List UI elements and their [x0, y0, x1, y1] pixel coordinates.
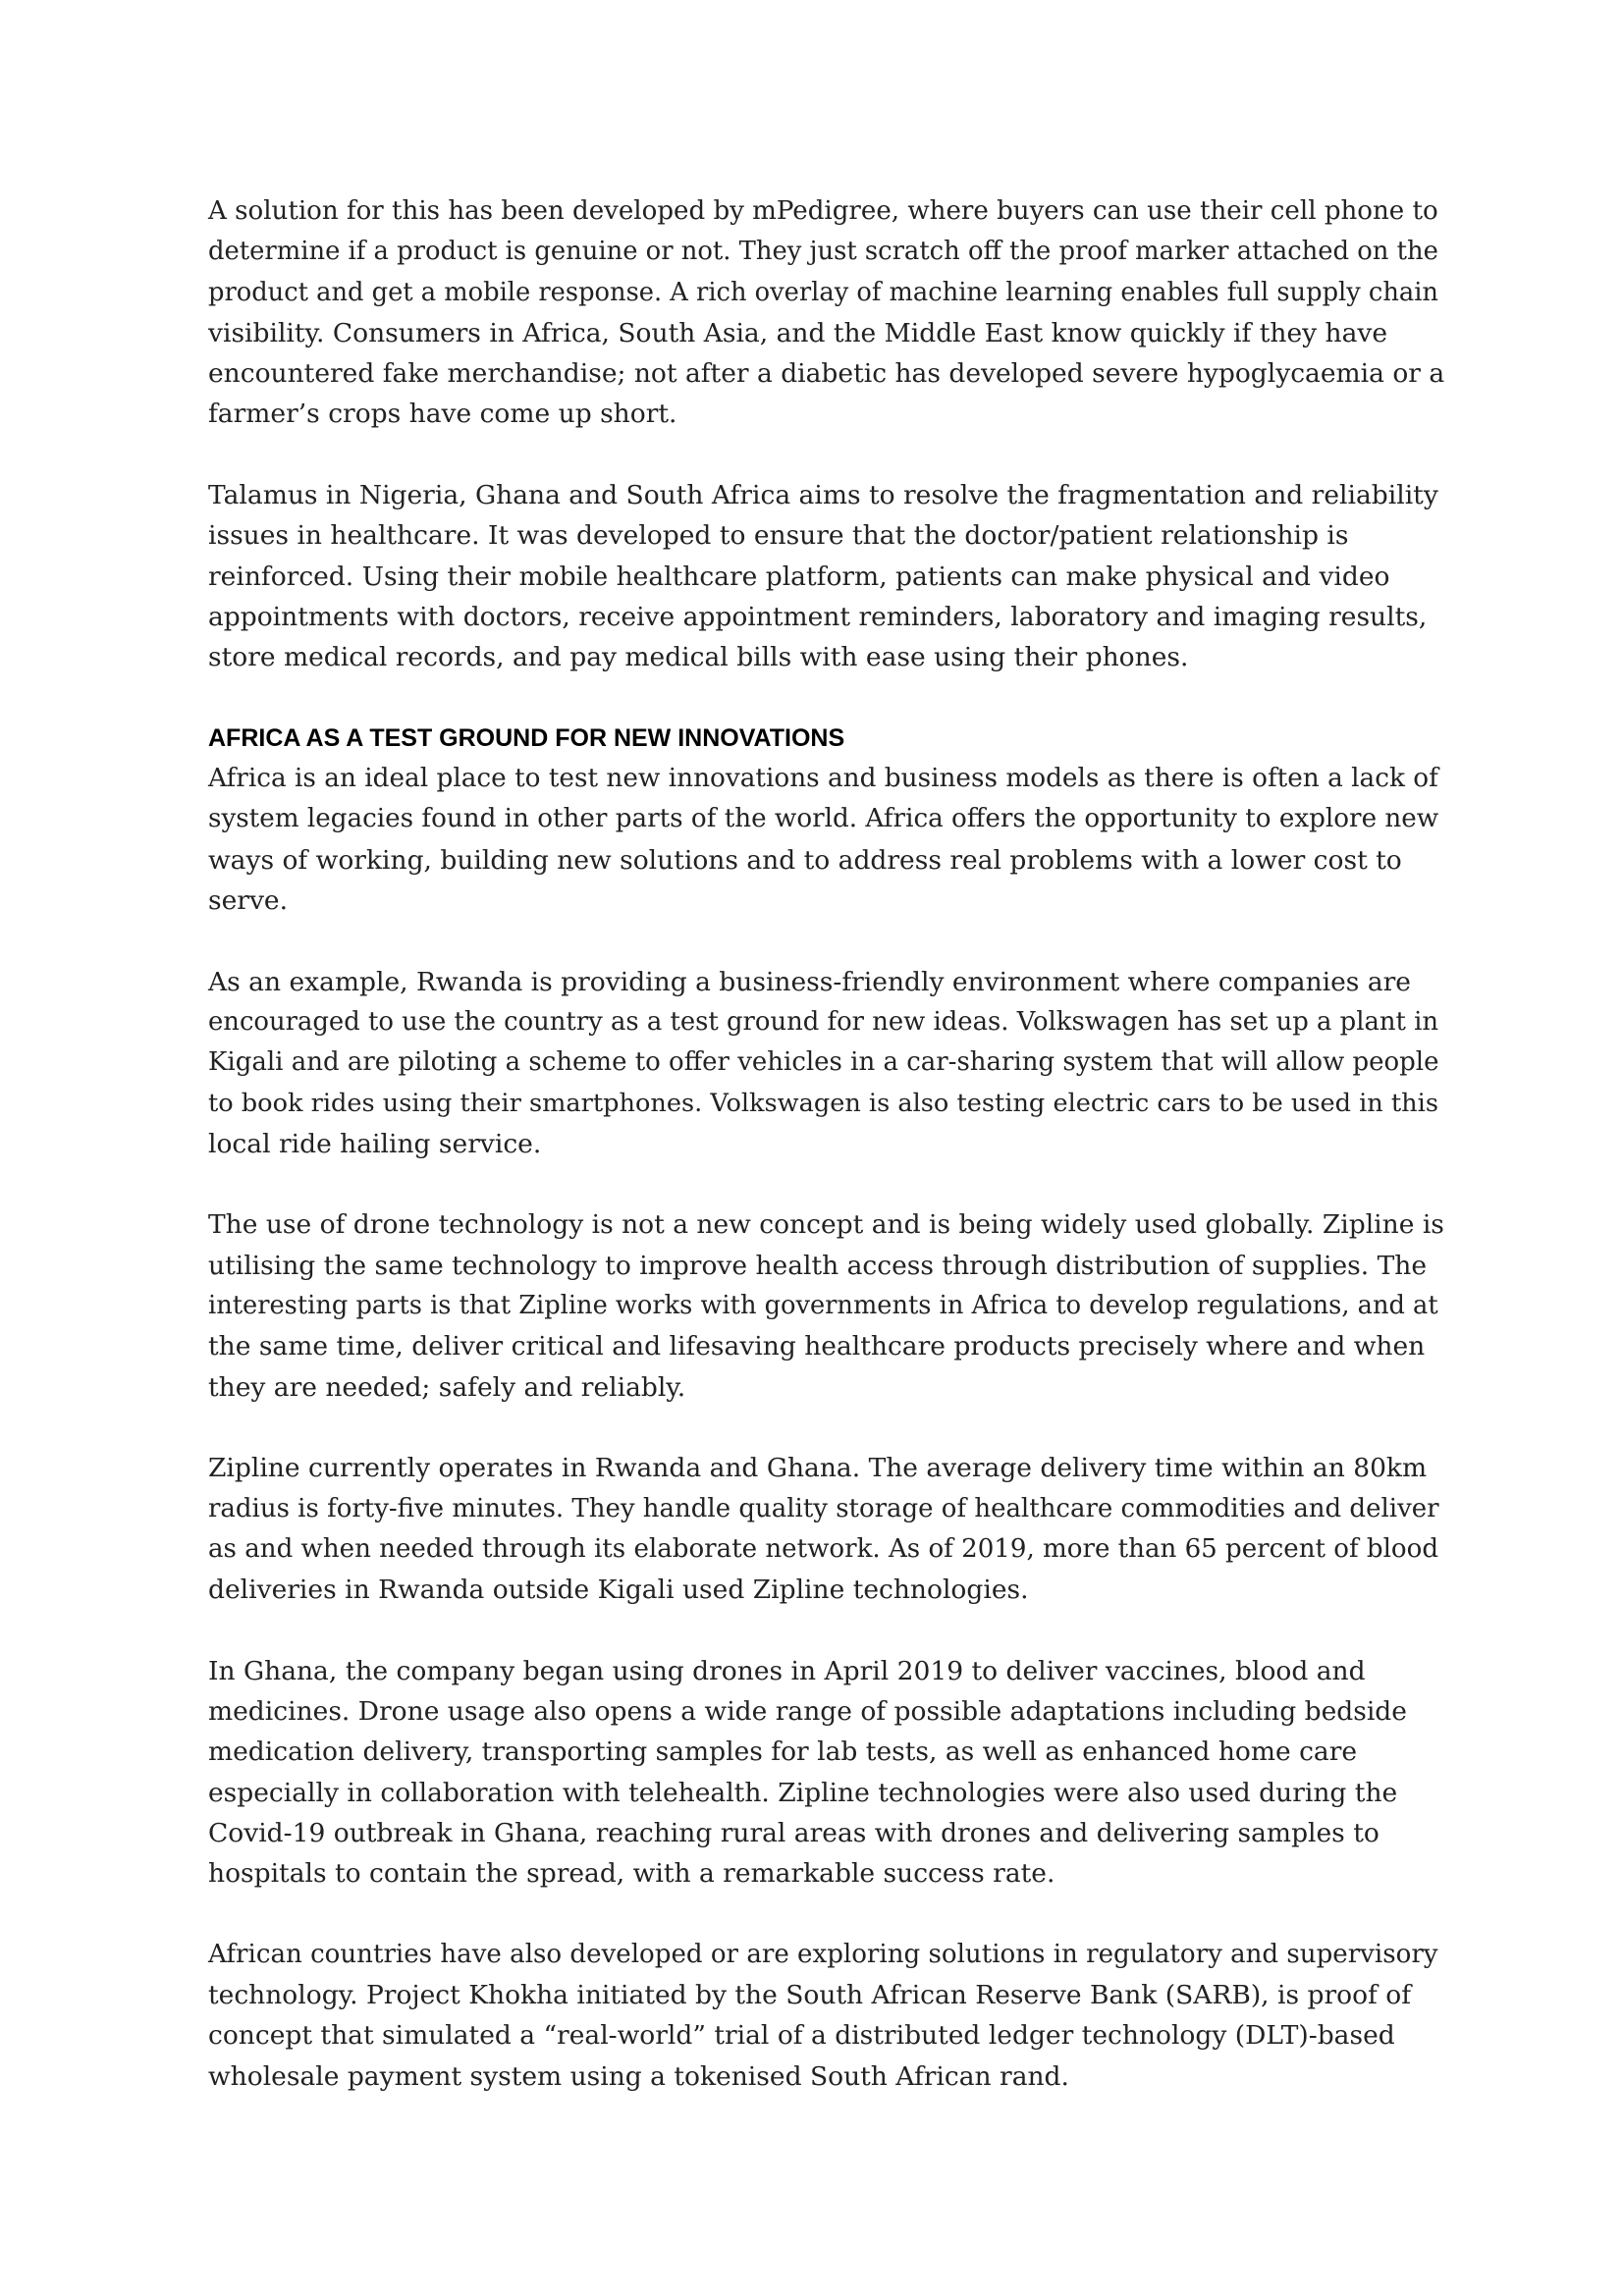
paragraph-talamus: [208, 475, 1445, 677]
text-line: visibility. Consumers in Africa, South Asia, and the Middle East know quickly if they have: [208, 317, 1388, 348]
paragraph-mpedigree: [208, 191, 1445, 435]
text-line: appointments with doctors, receive appointment reminders, laboratory and imaging results,: [208, 601, 1428, 632]
text-line: African countries have also developed or are exploring solutions in regulatory and supervisory: [208, 1939, 1438, 1969]
text-line: determine if a product is genuine or not. They just scratch off the proof marker attached on the: [208, 237, 1438, 267]
text-line: radius is forty-five minutes. They handle quality storage of healthcare commodities and deliver: [208, 1493, 1439, 1523]
text-line: wholesale payment system using a tokenised South African rand.: [208, 2060, 1069, 2092]
text-line: medicines. Drone usage also opens a wide range of possible adaptations including bedside: [208, 1695, 1407, 1727]
text-line: they are needed; safely and reliably.: [208, 1371, 686, 1403]
text-line: Zipline currently operates in Rwanda and Ghana. The average delivery time within an 80km: [208, 1453, 1428, 1484]
paragraph-ghana-drones: [208, 1651, 1445, 1895]
paragraph-regtech-khokha: [208, 1935, 1445, 2097]
text-line: local ride hailing service.: [208, 1128, 542, 1159]
text-line: issues in healthcare. It was developed to ensure that the doctor/patient relationship is: [208, 520, 1349, 552]
paragraph-rwanda-volkswagen: [208, 962, 1445, 1164]
text-line: In Ghana, the company began using drones in April 2019 to deliver vaccines, blood and: [208, 1655, 1366, 1686]
text-line: The use of drone technology is not a new concept and is being widely used globally. Zipline is: [208, 1209, 1444, 1241]
text-line: hospitals to contain the spread, with a remarkable success rate.: [208, 1858, 1055, 1890]
text-line: store medical records, and pay medical bills with ease using their phones.: [208, 642, 1189, 673]
section-heading: AFRICA AS A TEST GROUND FOR NEW INNOVATIONS: [208, 723, 845, 752]
text-line: as and when needed through its elaborate network. As of 2019, more than 65 percent of blood: [208, 1533, 1439, 1564]
document-page: [208, 191, 1445, 2137]
text-line: Africa is an ideal place to test new innovations and business models as there is often a lack of: [208, 764, 1438, 794]
text-line: concept that simulated a “real-world” trial of a distributed ledger technology (DLT)-based: [208, 2020, 1395, 2052]
text-line: interesting parts is that Zipline works with governments in Africa to develop regulations, and at: [208, 1291, 1438, 1321]
text-line: Covid-19 outbreak in Ghana, reaching rural areas with drones and delivering samples to: [208, 1817, 1380, 1848]
text-line: encouraged to use the country as a test ground for new ideas. Volkswagen has set up a plant in: [208, 1006, 1439, 1037]
text-line: Kigali and are piloting a scheme to offer vehicles in a car-sharing system that will allow people: [208, 1047, 1439, 1078]
text-line: A solution for this has been developed by mPedigree, where buyers can use their cell phone to: [208, 196, 1438, 226]
text-line: utilising the same technology to improve health access through distribution of supplies. The: [208, 1250, 1427, 1281]
text-line: deliveries in Rwanda outside Kigali used Zipline technologies.: [208, 1575, 1029, 1606]
paragraph-drone-technology: [208, 1204, 1445, 1407]
text-line: technology. Project Khokha initiated by the South African Reserve Bank (SARB), is proof of: [208, 1980, 1412, 2011]
text-line: encountered fake merchandise; not after a diabetic has developed severe hypoglycaemia or a: [208, 358, 1445, 390]
text-line: the same time, deliver critical and lifesaving healthcare products precisely where and when: [208, 1331, 1426, 1362]
text-line: medication delivery, transporting samples for lab tests, as well as enhanced home care: [208, 1736, 1358, 1768]
text-line: reinforced. Using their mobile healthcare platform, patients can make physical and video: [208, 561, 1390, 592]
text-line: ways of working, building new solutions and to address real problems with a lower cost to: [208, 844, 1402, 876]
paragraph-zipline-operations: [208, 1448, 1445, 1610]
paragraph-africa-test-ground: [208, 759, 1445, 921]
text-line: As an example, Rwanda is providing a business-friendly environment where companies are: [208, 966, 1411, 997]
text-line: serve.: [208, 885, 289, 917]
text-line: product and get a mobile response. A rich overlay of machine learning enables full supply chain: [208, 277, 1438, 307]
text-line: Talamus in Nigeria, Ghana and South Africa aims to resolve the fragmentation and reliability: [208, 480, 1438, 511]
text-line: farmer’s crops have come up short.: [208, 399, 677, 430]
text-line: especially in collaboration with telehealth. Zipline technologies were also used during the: [208, 1777, 1398, 1808]
text-line: to book rides using their smartphones. Volkswagen is also testing electric cars to be used in this: [208, 1088, 1438, 1118]
text-line: system legacies found in other parts of the world. Africa offers the opportunity to explore new: [208, 804, 1439, 834]
